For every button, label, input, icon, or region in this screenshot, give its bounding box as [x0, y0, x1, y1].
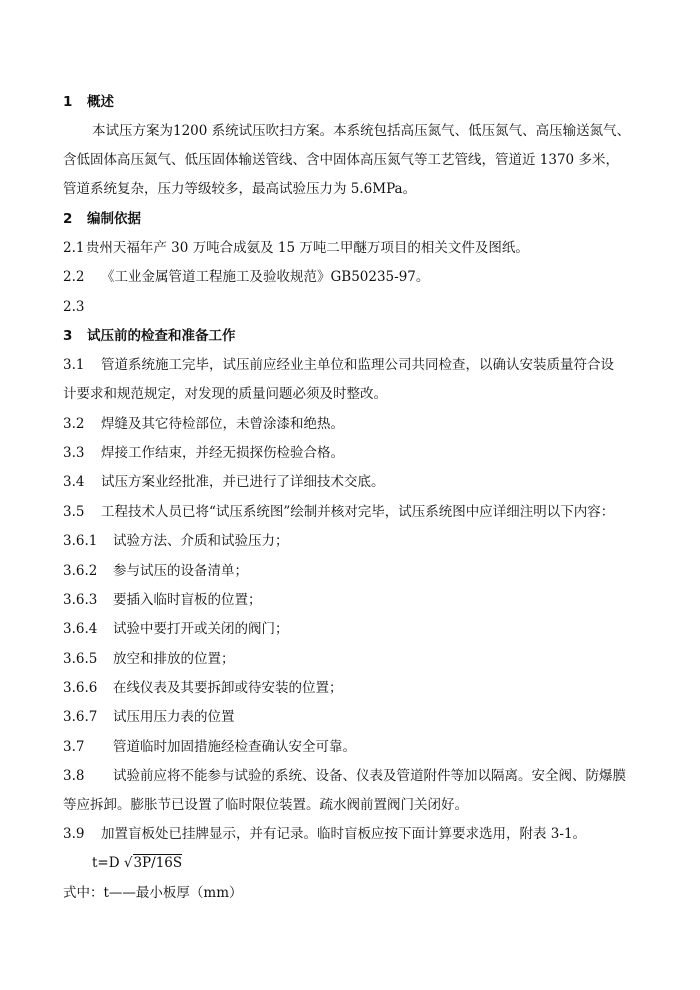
list-item	[63, 590, 262, 610]
item-number: 3.6.4	[63, 621, 98, 637]
list-item	[63, 678, 343, 698]
item-number: 2.2	[63, 269, 85, 285]
list-item	[63, 619, 289, 639]
formula	[92, 853, 182, 873]
paragraph-line: 等应拆卸。膨胀节已设置了临时限位装置。疏水阀前置阀门关闭好。	[63, 797, 468, 813]
item-text: 在线仪表及其要拆卸或待安装的位置；	[113, 680, 343, 696]
item-text: 试验前应将不能参与试验的系统、设备、仪表及管道附件等加以隔离。安全阀、防爆膜	[113, 768, 626, 784]
item-text: 加置盲板处已挂牌显示，并有记录。临时盲板应按下面计算要求选用，附表 3-1。	[101, 826, 587, 842]
item-text: 试压方案业经批准，并已进行了详细技术交底。	[101, 474, 385, 490]
list-item	[63, 267, 429, 287]
item-text: 焊缝及其它待检部位，未曾涂漆和绝热。	[101, 416, 344, 432]
item-number: 3.3	[63, 445, 85, 461]
item-number: 3.6.2	[63, 563, 98, 579]
item-number: 3.9	[63, 826, 85, 842]
section-title: 试压前的检查和准备工作	[87, 328, 236, 344]
list-item	[63, 297, 84, 317]
list-item	[63, 766, 626, 786]
section-number: 1	[63, 94, 73, 110]
list-item	[63, 238, 529, 258]
section-title: 编制依据	[87, 211, 141, 227]
item-number: 3.2	[63, 416, 85, 432]
item-text: 管道系统施工完毕，试压前应经业主单位和监理公司共同检查，以确认安装质量符合设	[101, 357, 614, 373]
paragraph-line: 计要求和规范规定，对发现的质量问题必须及时整改。	[63, 386, 387, 402]
section-title: 概述	[87, 94, 114, 110]
item-number: 3.6.7	[63, 709, 98, 725]
sqrt-icon: √	[123, 855, 133, 871]
section-number: 2	[63, 211, 73, 227]
list-item	[63, 707, 235, 727]
section-3-heading	[63, 326, 236, 346]
item-text: 试压用压力表的位置	[113, 709, 235, 725]
item-text: 放空和排放的位置；	[113, 651, 235, 667]
section-number: 3	[63, 328, 73, 344]
item-text: 《工业金属管道工程施工及验收规范》GB50235-97。	[101, 269, 430, 285]
item-text: 焊接工作结束，并经无损探伤检验合格。	[101, 445, 344, 461]
item-number: 3.1	[63, 357, 85, 373]
item-number: 3.6.5	[63, 651, 98, 667]
list-item	[63, 502, 614, 522]
paragraph-line: 管道系统复杂，压力等级较多，最高试验压力为 5.6MPa。	[63, 181, 417, 197]
formula-where-line: 式中：t——最小板厚（mm）	[63, 885, 243, 901]
item-text: 要插入临时盲板的位置；	[113, 592, 262, 608]
item-number: 3.8	[63, 768, 85, 784]
item-number: 2.1	[63, 240, 85, 256]
item-number: 3.6.3	[63, 592, 98, 608]
item-number: 3.6.6	[63, 680, 98, 696]
item-text: 贵州天福年产 30 万吨合成氨及 15 万吨二甲醚万项目的相关文件及图纸。	[85, 240, 529, 256]
item-number: 3.5	[63, 504, 85, 520]
item-number: 3.7	[63, 739, 85, 755]
item-number: 3.4	[63, 474, 85, 490]
section-1-heading	[63, 92, 114, 112]
list-item	[63, 443, 344, 463]
list-item	[63, 531, 289, 551]
list-item	[63, 649, 235, 669]
list-item	[63, 355, 614, 375]
formula-radicand: 3P/16S	[133, 855, 183, 871]
item-text: 参与试压的设备清单；	[113, 563, 248, 579]
list-item	[63, 561, 248, 581]
item-text: 管道临时加固措施经检查确认安全可靠。	[113, 739, 356, 755]
item-number: 2.3	[63, 299, 85, 315]
list-item	[63, 472, 385, 492]
formula-lhs: t=D	[92, 855, 120, 871]
item-text: 工程技术人员已将“试压系统图”绘制并核对完毕，试压系统图中应详细注明以下内容：	[101, 504, 615, 520]
item-number: 3.6.1	[63, 533, 98, 549]
item-text: 试验中要打开或关闭的阀门；	[113, 621, 289, 637]
paragraph-line: 含低固体高压氮气、低压固体输送管线、含中固体高压氮气等工艺管线，管道近 1370 多米，	[63, 152, 619, 168]
list-item	[63, 737, 356, 757]
paragraph-line: 本试压方案为1200 系统试压吹扫方案。本系统包括高压氮气、低压氮气、高压输送氮气、	[92, 123, 631, 139]
list-item	[63, 824, 586, 844]
list-item	[63, 414, 344, 434]
item-text: 试验方法、介质和试验压力；	[113, 533, 289, 549]
section-2-heading	[63, 209, 141, 229]
